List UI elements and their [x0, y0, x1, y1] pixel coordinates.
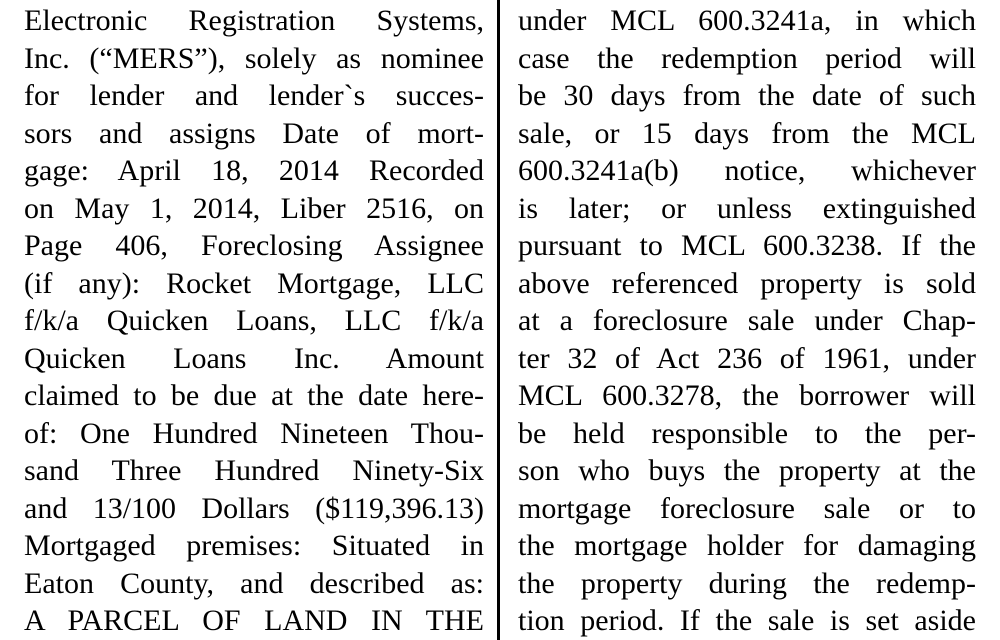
text-line: 600.3241a(b) notice, whichever: [518, 154, 976, 187]
text-line: ter 32 of Act 236 of 1961, under: [518, 341, 976, 375]
text-line: (if any): Rocket Mortgage, LLC: [24, 266, 484, 300]
text-line: case the redemption period will: [518, 41, 976, 75]
text-line: Electronic Registration Systems,: [24, 4, 484, 37]
text-line: of: One Hundred Nineteen Thou-: [24, 416, 484, 450]
text-line: sand Three Hundred Ninety-Six: [24, 454, 484, 487]
text-line: sale, or 15 days from the MCL: [518, 116, 976, 150]
right-column: [518, 2, 976, 640]
text-line: gage: April 18, 2014 Recorded: [24, 154, 484, 187]
text-line: on May 1, 2014, Liber 2516, on: [24, 191, 484, 225]
text-line: mortgage foreclosure sale or to: [518, 491, 976, 525]
left-column: [24, 2, 484, 640]
text-line: is later; or unless extinguished: [518, 191, 976, 225]
text-line: Inc. (“MERS”), solely as nominee: [24, 41, 484, 75]
text-line: Mortgaged premises: Situated in: [24, 529, 484, 562]
text-line: Eaton County, and described as:: [24, 566, 484, 600]
text-line: sors and assigns Date of mort-: [24, 116, 484, 150]
text-line: and 13/100 Dollars ($119,396.13): [24, 491, 484, 525]
text-line: under MCL 600.3241a, in which: [518, 4, 976, 37]
text-line: be held responsible to the per-: [518, 416, 976, 450]
text-line: son who buys the property at the: [518, 454, 976, 487]
text-line: f/k/a Quicken Loans, LLC f/k/a: [24, 304, 484, 337]
text-line: claimed to be due at the date here-: [24, 379, 484, 412]
text-line: the mortgage holder for damaging: [518, 529, 976, 562]
text-line: the property during the redemp-: [518, 566, 976, 600]
text-line: tion period. If the sale is set aside: [518, 604, 976, 637]
column-divider: [497, 0, 500, 640]
text-line: MCL 600.3278, the borrower will: [518, 379, 976, 412]
text-line: at a foreclosure sale under Chap-: [518, 304, 976, 337]
text-line: Quicken Loans Inc. Amount: [24, 341, 484, 375]
text-line: for lender and lender`s succes-: [24, 79, 484, 112]
text-line: pursuant to MCL 600.3238. If the: [518, 229, 976, 262]
text-line: above referenced property is sold: [518, 266, 976, 300]
text-line: be 30 days from the date of such: [518, 79, 976, 112]
text-line: A PARCEL OF LAND IN THE: [24, 604, 484, 637]
text-line: Page 406, Foreclosing Assignee: [24, 229, 484, 262]
